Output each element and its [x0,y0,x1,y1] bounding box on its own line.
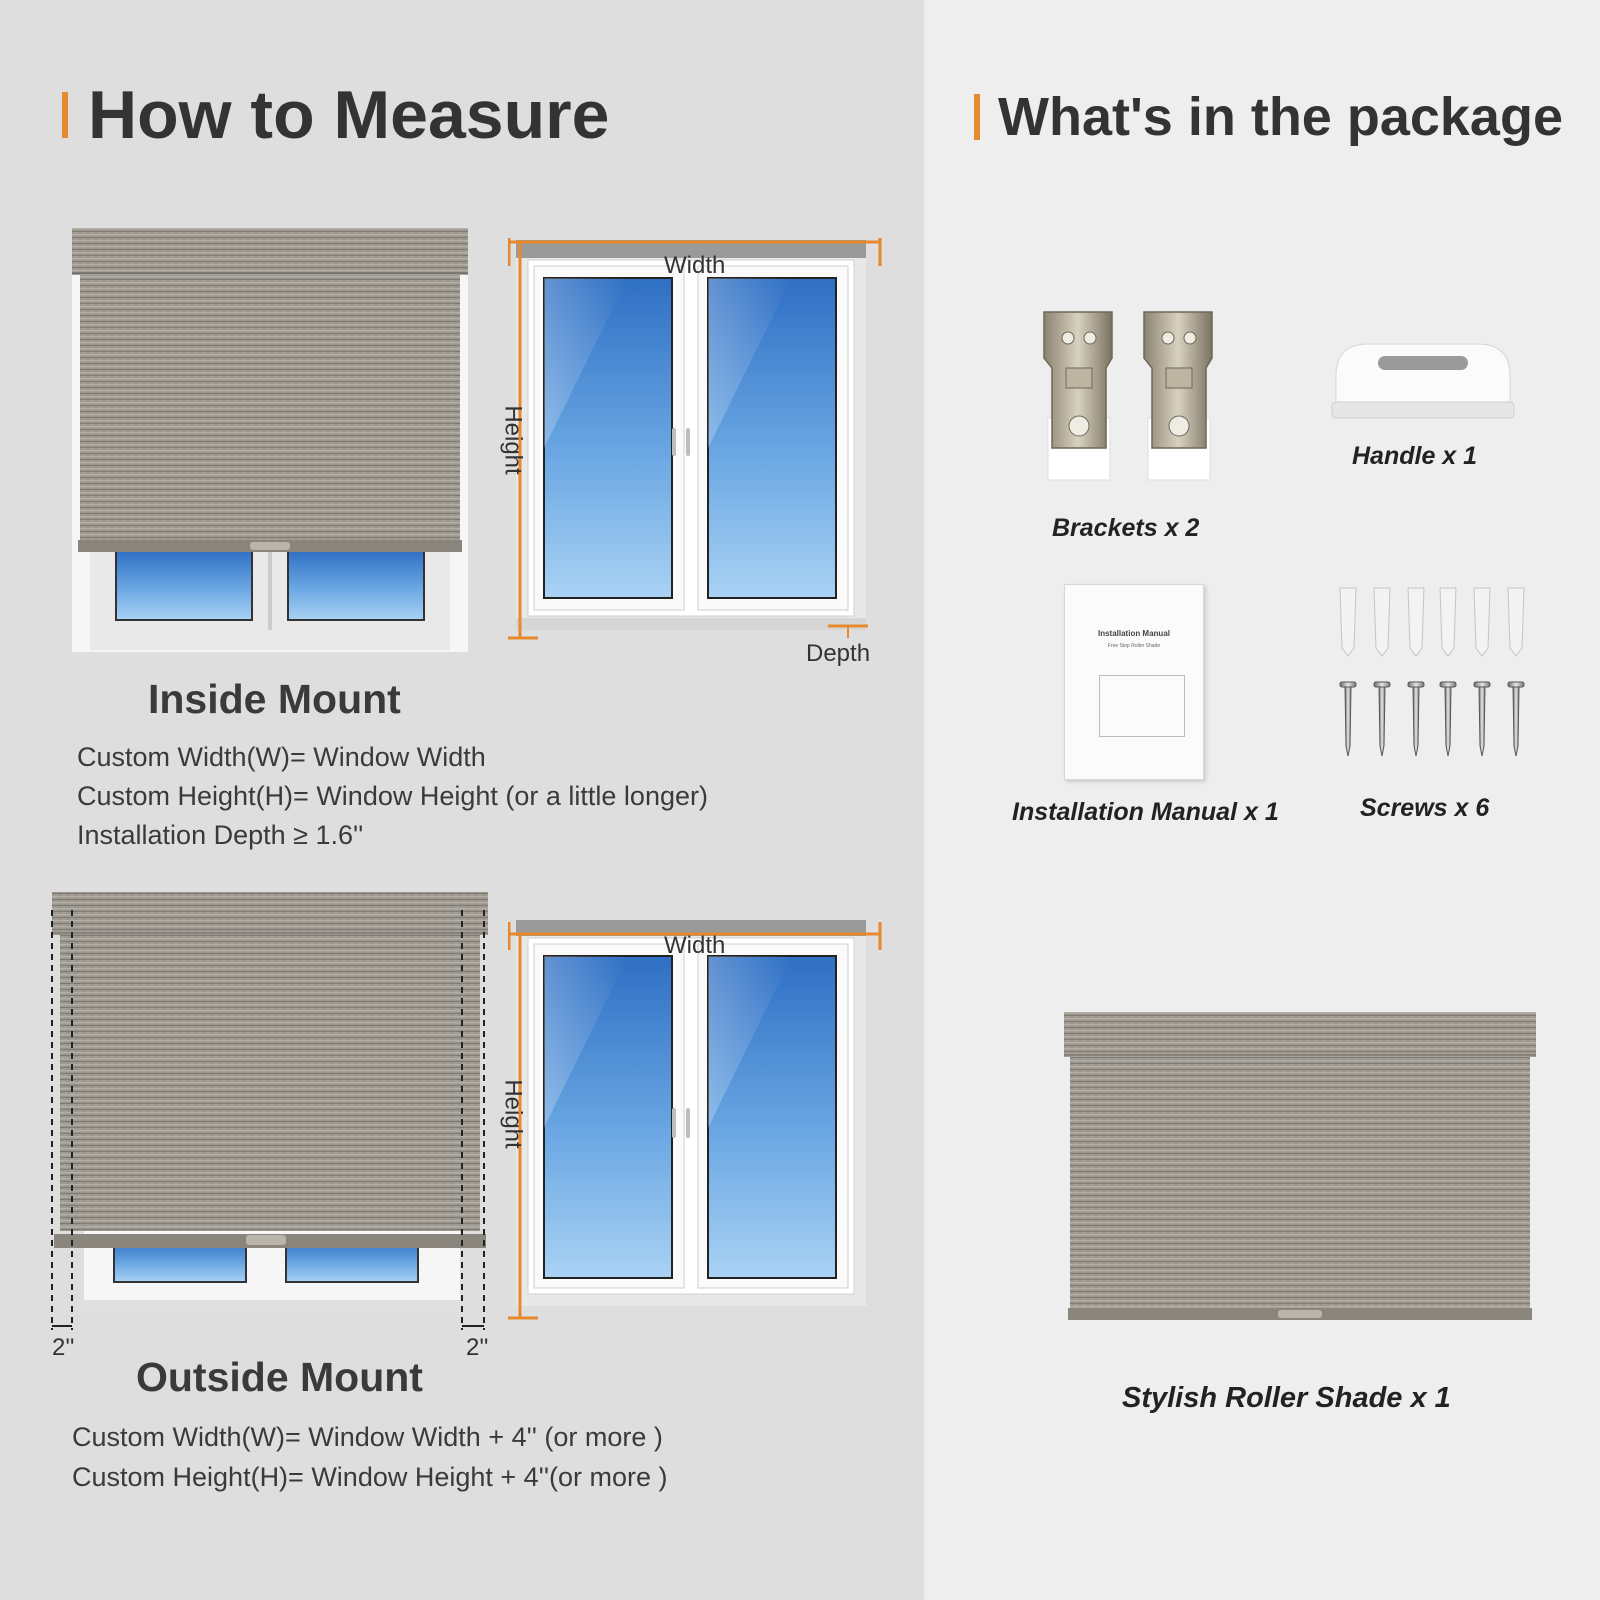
inside-height-label: Height [499,405,527,475]
installation-manual-image [1064,584,1204,780]
inside-depth-label: Depth [806,640,871,667]
outside-height-label: Height [499,1079,527,1149]
inside-mount-shade-illustration [72,228,468,652]
roller-shade-caption: Stylish Roller Shade x 1 [1122,1382,1451,1414]
outside-mount-title: Outside Mount [136,1354,423,1400]
manual-cover-subheading: Free Stop Roller Shade [1107,643,1161,649]
inside-mount-title: Inside Mount [148,676,401,722]
inside-spec-height: Custom Height(H)= Window Height (or a little longer) [77,781,708,811]
manual-cover-diagram [1099,675,1185,737]
inside-mount-window-diagram [508,238,884,658]
package-title: What's in the package [998,87,1563,147]
outside-margin-right-label: 2'' [466,1334,489,1361]
measure-title: How to Measure [88,77,610,153]
outside-mount-shade-illustration [44,890,496,1330]
screws-caption: Screws x 6 [1360,794,1490,822]
screws-image [1332,586,1532,766]
outside-mount-window-diagram [508,918,884,1328]
inside-width-label: Width [664,252,726,279]
inside-spec-depth: Installation Depth ≥ 1.6'' [77,820,364,850]
brackets-image [1040,308,1230,483]
manual-cover-heading: Installation Manual [1097,629,1170,638]
outside-width-label: Width [664,932,726,959]
roller-shade-image [1064,1012,1538,1330]
title-accent-bar [62,92,68,138]
handle-caption: Handle x 1 [1352,442,1478,470]
inside-spec-width: Custom Width(W)= Window Width [77,742,486,772]
package-title-accent-bar [974,94,980,140]
outside-margin-left-label: 2'' [52,1334,75,1361]
handle-image [1328,336,1518,432]
outside-spec-width: Custom Width(W)= Window Width + 4'' (or more ) [72,1422,663,1452]
manual-caption: Installation Manual x 1 [1012,798,1279,826]
brackets-caption: Brackets x 2 [1052,514,1200,542]
outside-spec-height: Custom Height(H)= Window Height + 4''(or more ) [72,1462,668,1492]
